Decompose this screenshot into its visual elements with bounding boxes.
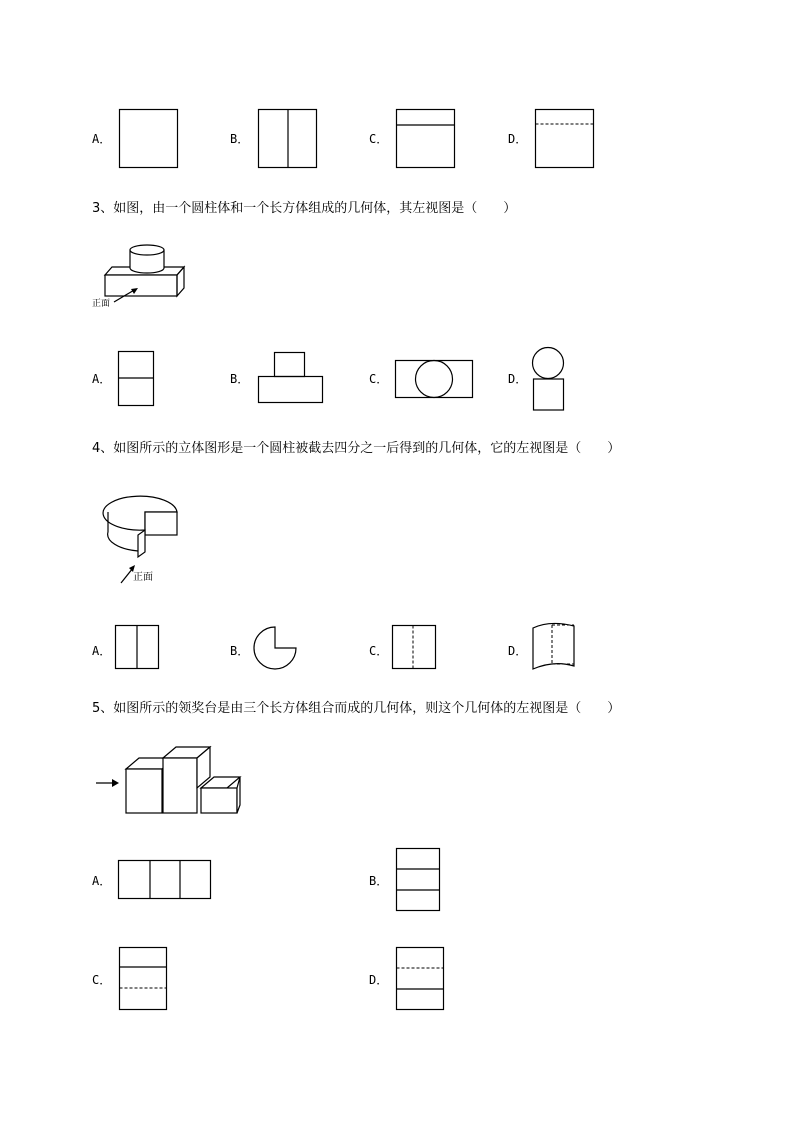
q3-option-a-label[interactable]: A． (92, 372, 112, 386)
q3-option-c-label[interactable]: C． (369, 372, 389, 386)
q3-option-a-figure (118, 351, 156, 407)
q5-option-b-label[interactable]: B． (369, 874, 389, 888)
q4-option-b-figure (253, 626, 299, 672)
q2-option-b-label[interactable]: B． (230, 132, 250, 146)
q5-option-c-figure (119, 947, 169, 1012)
q4-option-a-figure (115, 625, 161, 671)
q2-option-a-label[interactable]: A． (92, 132, 112, 146)
q4-option-d-label[interactable]: D． (508, 644, 528, 658)
q5-option-c-label[interactable]: C． (92, 973, 112, 987)
q2-option-d-figure (535, 109, 595, 169)
q4-option-d-figure (530, 622, 578, 672)
q2-option-a-figure (119, 109, 179, 169)
q5-podium-figure (94, 743, 249, 818)
q4-stem: 4、如图所示的立体图形是一个圆柱被截去四分之一后得到的几何体，它的左视图是（ ） (92, 441, 621, 456)
q5-option-d-label[interactable]: D． (369, 973, 389, 987)
q3-option-d-figure (531, 347, 567, 413)
q4-option-c-figure (392, 625, 438, 671)
q4-option-a-label[interactable]: A． (92, 644, 112, 658)
q5-option-b-figure (396, 848, 442, 913)
q3-option-b-figure (258, 352, 324, 404)
q5-option-d-figure (396, 947, 446, 1012)
q4-option-c-label[interactable]: C． (369, 644, 389, 658)
q3-front-label: 正面 (92, 299, 111, 309)
q2-option-c-label[interactable]: C． (369, 132, 389, 146)
q3-option-c-figure (395, 360, 475, 400)
q3-stem: 3、如图，由一个圆柱体和一个长方体组成的几何体，其左视图是（ ） (92, 201, 517, 216)
q5-option-a-label[interactable]: A． (92, 874, 112, 888)
q2-option-b-figure (258, 109, 318, 169)
q3-option-d-label[interactable]: D． (508, 372, 528, 386)
q2-option-d-label[interactable]: D． (508, 132, 528, 146)
q4-option-b-label[interactable]: B． (230, 644, 250, 658)
q2-option-c-figure (396, 109, 456, 169)
q5-stem: 5、如图所示的领奖台是由三个长方体组合而成的几何体，则这个几何体的左视图是（ ） (92, 701, 621, 716)
q4-front-label: 正面 (133, 572, 153, 583)
q5-option-a-figure (118, 860, 213, 901)
q3-option-b-label[interactable]: B． (230, 372, 250, 386)
